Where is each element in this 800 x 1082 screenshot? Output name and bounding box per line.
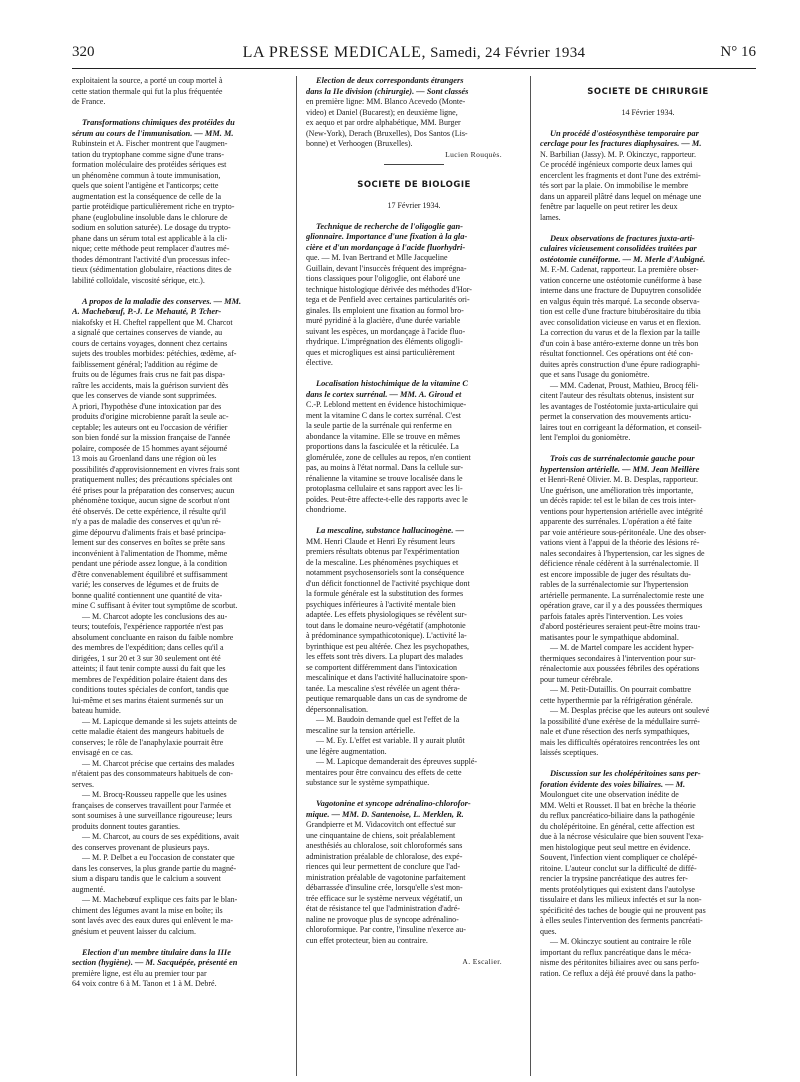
section-heading: SOCIÉTÉ DE BIOLOGIE xyxy=(357,179,471,190)
text-line: lent l'emploi du goniomètre. xyxy=(540,433,631,442)
text-line: thermiques secondaires à l'intervention pour sur- xyxy=(540,653,696,663)
paragraph-gap xyxy=(540,76,756,87)
text-line: quels que soient l'antigène et l'anticorps; cette xyxy=(72,181,219,190)
text-line: dirigées, 1 sur 20 et 3 sur 30 seulement ont été xyxy=(72,653,221,663)
text-line: augmenté. xyxy=(72,884,106,894)
text-line: un décès rapide: tel est le bilan de ces trois inter- xyxy=(540,496,696,505)
paragraph-gap xyxy=(306,789,522,800)
text-line: La correction du varus et de la flexion par la taille xyxy=(540,328,700,337)
text-line: adaptée. Les effets physiologiques se révèlent sur- xyxy=(306,610,467,619)
paragraph-gap xyxy=(72,286,288,297)
text-line: niakofsky et H. Cheftel rappellent que M. Charcot xyxy=(72,317,233,327)
text-line: chiment des légumes avant la mise en boîte; ils xyxy=(72,905,223,915)
text-line: que. — M. Ivan Bertrand et Mlle Jacqueline xyxy=(306,253,448,262)
text-line: muré pyridiné à la glacière, d'une durée variable xyxy=(306,316,461,325)
text-line: ventions pour hypertension artérielle avec intégrité xyxy=(540,506,703,516)
text-line: cours de certains voyages, donnent chez certains xyxy=(72,338,228,348)
text-line: — M. Machebœuf explique ces faits par le blan- xyxy=(82,895,238,904)
text-line: riences qui leur permettent de conclure que l'ad- xyxy=(306,862,461,871)
text-line: 13 mois au Groenland dans une région où les xyxy=(72,454,217,463)
text-line: substance sur le système sympathique. xyxy=(306,778,430,787)
text-line: laires tout en corrigeant la déformation, et conseil- xyxy=(540,422,702,432)
text-line: et Henri-René Olivier. M. B. Desplas, rapporteur. xyxy=(540,475,698,484)
text-line: bonne) et Verhoogen (Bruxelles). xyxy=(306,139,413,148)
article-title-line: La mescaline, substance hallucinogène. — xyxy=(316,526,464,535)
section-date: 14 Février 1934. xyxy=(621,107,675,117)
text-line: la possibilité d'une exérèse de la médullaire surré- xyxy=(540,716,700,726)
text-line: produits d'origine microbienne paraît la seule ac- xyxy=(72,412,229,421)
text-line: fenêtre par laquelle on peut retirer les deux xyxy=(540,202,678,211)
text-line: lames. xyxy=(540,212,561,222)
article-title-line: Vagotonine et syncope adrénalino-chlorofor- xyxy=(316,799,471,808)
article-title-line: section (hygiène). — M. Sacquépée, présenté en xyxy=(72,958,238,967)
text-line: — M. Desplas précise que les auteurs ont soulevé xyxy=(550,706,710,715)
text-line: cun effet protecteur, bien au contraire. xyxy=(306,935,428,945)
text-line: sont lavés avec des eaux dures qui enlèvent le ma- xyxy=(72,916,234,925)
text-line: 64 voix contre 6 à M. Tanon et 1 à M. Debré. xyxy=(72,979,217,988)
text-line: d'un déficit fonctionnel de l'activité psychique dont xyxy=(306,578,470,588)
text-line: tout dans le domaine neuro-végétatif (amphotonie xyxy=(306,620,466,630)
paragraph-gap xyxy=(540,444,756,455)
text-line: phane (euglobuline insoluble dans le chlorure de xyxy=(72,212,228,222)
text-line: avec consolidation vicieuse en varus et en flexion. xyxy=(540,317,701,327)
text-line: — M. Okinczyc soutient au contraire le rôle xyxy=(550,937,692,946)
text-line: Moulonguet cite une observation inédite de xyxy=(540,790,679,799)
article-title-line: Election de deux correspondants étrangers xyxy=(316,76,464,85)
text-line: interne dans une fracture de Dupuytren consolidée xyxy=(540,286,702,295)
text-line: sont soumises à une surveillance rigoureuse; leurs xyxy=(72,811,232,820)
text-line: polaire, composée de 15 hommes ayant séjourné xyxy=(72,443,228,453)
text-line: C.-P. Leblond mettent en évidence histochimique- xyxy=(306,400,467,409)
text-line: anesthésiés au chloralose, soit chloroformés sans xyxy=(306,841,463,850)
text-line: ritoine. L'auteur conclut sur la difficulté de diffé- xyxy=(540,863,697,873)
text-line: — M. Brocq-Rousseu rappelle que les usines xyxy=(82,790,227,799)
text-line: premiers résultats obtenus par l'expérimentation xyxy=(306,547,460,556)
text-line: ration. Ce reflux a déjà été prouvé dans la patho- xyxy=(540,968,696,978)
article-title-line: mique. — MM. D. Santenoise, L. Merklen, R. xyxy=(306,809,464,819)
article-title-line: A propos de la maladie des conserves. — MM. xyxy=(82,296,242,306)
text-line: que et sans l'usage du goniomètre. xyxy=(540,370,650,379)
column-3 xyxy=(540,76,756,979)
text-line: conserves; le rôle de l'anaphylaxie pourrait être xyxy=(72,737,224,747)
text-line: — MM. Cadenat, Proust, Mathieu, Brocq féli- xyxy=(550,380,699,390)
page-header xyxy=(72,44,756,68)
paragraph-gap xyxy=(540,118,756,129)
paragraph-gap xyxy=(540,759,756,770)
text-line: été prises pour la préparation des conserves; aucun xyxy=(72,485,235,495)
text-line: état de résistance tel que l'administration d'adré- xyxy=(306,904,460,913)
text-line: phane dans un sérum total est applicable à la cli- xyxy=(72,233,228,243)
text-line: — M. Lapicque demande si les sujets atteints de xyxy=(82,716,237,726)
text-line: tés sort par la plaie. On immobilise le membre xyxy=(540,181,689,190)
text-line: françaises de conserves travaillent pour l'armée et xyxy=(72,800,232,810)
section-date: 17 Février 1934. xyxy=(387,200,441,210)
text-line: d'être convenablement équilibré et suffisamment xyxy=(72,569,228,579)
text-line: a signalé que certaines conserves de viande, au xyxy=(72,328,223,337)
text-line: due à la nécrose vésiculaire que bien souvent l'exa- xyxy=(540,832,704,841)
text-line: rables de la surrénalectomie sur l'hypertension xyxy=(540,580,689,589)
text-line: glomérulée, zone de cellules au repos, n'en contient xyxy=(306,452,471,462)
article-title-line: Election d'un membre titulaire dans la IIIe xyxy=(82,947,231,957)
text-line: varié; les conserves de légumes et de fruits de xyxy=(72,580,219,589)
text-line: — M. Charcot adopte les conclusions des au- xyxy=(82,611,228,621)
article-title-line: Discussion sur les cholépéritoines sans per- xyxy=(550,769,701,778)
text-line: — M. P. Delbet a eu l'occasion de constater que xyxy=(82,853,235,862)
text-line: la seule partie de la surrénale qui renferme en xyxy=(306,421,452,430)
text-line: proportions dans la fasciculée et la réticulée. La xyxy=(306,442,459,451)
text-line: cette hyperthermie par la réfrigération générale. xyxy=(540,695,693,705)
article-title-line: sérum au cours de l'immunisation. — MM. M. xyxy=(72,128,234,138)
text-line: ques et microgliques est ainsi particulièrement xyxy=(306,347,455,357)
text-line: — M. Baudoin demande quel est l'effet de la xyxy=(316,715,460,724)
text-line: M. F.-M. Cadenat, rapporteur. La première obser- xyxy=(540,265,699,274)
text-line: thodes démontrant l'activité d'un processus infec- xyxy=(72,254,230,264)
text-line: sodium en solution saturée). Le dosage du trypto- xyxy=(72,223,231,232)
section-heading: SOCIÉTÉ DE CHIRURGIE xyxy=(587,86,709,97)
article-title-line: cière et d'un mordançage à l'acide fluorhydri- xyxy=(306,242,466,252)
column-1 xyxy=(72,76,288,990)
article-title-line: cerclage pour les fractures diaphysaires. — M. xyxy=(540,139,702,148)
text-line: bonne qualité contiennent une quantité de vita- xyxy=(72,590,223,600)
paragraph-gap xyxy=(306,211,522,222)
text-line: Ce procédé ingénieux comporte deux lames qui xyxy=(540,160,693,169)
text-line: byrinthique est peu altérée. Chez les psychopathes, xyxy=(306,641,470,651)
text-line: dans un appareil plâtré dans lequel on ménage une xyxy=(540,191,702,201)
text-line: ques. xyxy=(540,926,557,936)
text-line: première ligne, est élu au premier tour par xyxy=(72,968,207,978)
text-line: que les conserves de viande sont supprimées. xyxy=(72,391,217,400)
text-line: nale et d'une résection des nerfs sympathiques, xyxy=(540,727,690,736)
text-line: A priori, l'hypothèse d'une intoxication par des xyxy=(72,401,222,411)
text-line: dans les conserves, la plus grande partie du magné- xyxy=(72,863,237,873)
paragraph-gap xyxy=(306,516,522,527)
text-line: Une guérison, une amélioration très importante, xyxy=(540,485,694,495)
text-line: duites après construction d'une épure radiographi- xyxy=(540,359,700,369)
text-line: peutique remarquable dans un cas de syndrome de xyxy=(306,694,468,703)
text-line: élective. xyxy=(306,358,333,367)
text-line: notamment psychosensoriels sont la conséquence xyxy=(306,568,465,577)
paragraph-gap xyxy=(540,97,756,108)
text-line: une légère augmentation. xyxy=(306,746,387,756)
paragraph-gap xyxy=(72,937,288,948)
article-title-line: hypertension artérielle. — MM. Jean Meillère xyxy=(540,464,700,474)
text-line: chondriome. xyxy=(306,505,347,514)
text-line: video) et Daniel (Bucarest); en deuxième ligne, xyxy=(306,107,458,117)
column-separator xyxy=(530,76,531,1076)
text-line: permet la conservation des mouvements articu- xyxy=(540,412,692,421)
text-line: administration préalable de chloralose, des expé- xyxy=(306,851,463,861)
text-line: raître les accidents, mais la guérison survient dès xyxy=(72,380,229,390)
text-line: de France. xyxy=(72,97,106,106)
text-line: membres de l'expédition polaire étaient dans des xyxy=(72,674,228,684)
text-line: conditions toutes spéciales de confort, tandis que xyxy=(72,685,229,694)
text-line: en valgus équin très marqué. La seconde observa- xyxy=(540,296,700,306)
paragraph-gap xyxy=(540,223,756,234)
author-signature: A. Escalier. xyxy=(462,956,502,966)
text-line: à prédominance sympathicotonique). L'activité la- xyxy=(306,631,467,640)
text-line: ment la vitamine C dans le cortex surrénal. C'est xyxy=(306,410,461,420)
text-line: — M. de Martel compare les accident hyper- xyxy=(550,643,694,652)
text-line: mine C suffisant à éviter tout symptôme de scorbut. xyxy=(72,601,238,610)
text-line: du cholépéritoine. En général, cette affection est xyxy=(540,821,695,831)
text-line: lement sur des conserves en boîtes se prête sans xyxy=(72,538,225,547)
text-line: trée efficace sur le système nerveux végétatif, un xyxy=(306,893,463,903)
article-title-line: Un procédé d'ostéosynthèse temporaire par xyxy=(550,128,699,138)
text-line: ments protéolytiques qui existent dans l'autolyse xyxy=(540,884,695,894)
text-line: nisme des péritonites biliaires avec ou sans perfo- xyxy=(540,958,700,967)
text-line: tion est celle d'une fracture bitubérositaire du tibia xyxy=(540,307,701,316)
article-title-line: Localisation histochimique de la vitamine C xyxy=(316,379,468,388)
text-line: Souvent, l'infection vient compliquer ce cholépé- xyxy=(540,853,698,862)
page-number: 320 xyxy=(72,44,95,60)
text-line: dépersonnalisation. xyxy=(306,704,368,714)
text-line: d'un coin à base antéro-externe donne un très bon xyxy=(540,338,699,348)
text-line: labilité colloïdale, viscosité sérique, etc.). xyxy=(72,275,205,285)
text-line: technique histologique dérivée des méthodes d'Hor- xyxy=(306,284,472,294)
article-title-line: Trois cas de surrénalectomie gauche pour xyxy=(550,454,695,463)
text-line: rénalectomie aux poussées fébriles des opérations xyxy=(540,664,700,673)
column-2 xyxy=(306,76,522,967)
journal-name: LA PRESSE MEDICALE, xyxy=(242,44,427,61)
article-title-line: ostéotomie cunéiforme. — M. Merle d'Aubigné. xyxy=(540,254,706,264)
header-rule xyxy=(72,68,756,69)
text-line: les effets sont très divers. La plupart des malades xyxy=(306,652,463,661)
text-line: atteints; il faut tenir compte aussi du fait que les xyxy=(72,664,226,673)
author-signature: Lucien Rouquès. xyxy=(445,149,502,159)
text-line: parfois fatales après l'intervention. Les voies xyxy=(540,611,683,621)
text-line: — M. Ey. L'effet est variable. Il y aurait plutôt xyxy=(316,736,465,745)
text-line: MM. Henri Claude et Henri Ey résument leurs xyxy=(306,536,455,546)
text-line: par voie antérieure sous-péritonéale. Une des obser- xyxy=(540,527,707,537)
text-line: est encore impossible de juger des résultats du- xyxy=(540,569,691,579)
text-line: son bien fondé sur la mission française de l'année xyxy=(72,433,231,442)
text-line: exploitaient la source, a porté un coup mortel à xyxy=(72,76,223,85)
text-line: un phénomène commun à toute immunisation, xyxy=(72,170,221,180)
text-line: laissés sceptiques. xyxy=(540,748,599,757)
text-line: pour tumeur cérébrale. xyxy=(540,674,613,684)
text-line: protoplasma cellulaire et sans rapport avec les li- xyxy=(306,484,463,493)
article-title-line: dans la IIe division (chirurgie). — Sont classés xyxy=(306,86,469,96)
text-line: ex aequo et par ordre alphabétique, MM. Burger xyxy=(306,118,461,127)
text-line: pas, au moins à l'état normal. Dans la cellule sur- xyxy=(306,463,464,472)
text-line: lui-même et ses marins étaient surmenés sur un xyxy=(72,695,224,705)
text-line: se comportent différemment dans l'intoxication xyxy=(306,662,458,672)
text-line: des conserves provenant de plusieurs pays. xyxy=(72,842,210,852)
text-line: chloroformique. Par contre, l'insuline n'exerce au- xyxy=(306,925,466,934)
text-line: rencier la trypsine pancréatique des autres fer- xyxy=(540,874,688,883)
text-line: artérielle permanente. La surrénalectomie reste une xyxy=(540,590,704,600)
text-line: pratiquement nulles; des précautions spéciales ont xyxy=(72,475,233,484)
paragraph-gap xyxy=(306,169,522,180)
paragraph-gap xyxy=(306,190,522,201)
text-line: N. Barbilian (Jassy). M. P. Okinczyc, rapporteur. xyxy=(540,149,696,159)
text-line: envisagé en ce cas. xyxy=(72,748,133,757)
text-line: Grandpierre et M. Vidacovitch ont effectué sur xyxy=(306,820,456,829)
text-line: gnésium et peuvent laisser du calcium. xyxy=(72,926,196,936)
text-line: — M. Charcot, au cours de ses expéditions, avait xyxy=(82,832,240,841)
text-line: pendant une période assez longue, à la condition xyxy=(72,559,228,568)
text-line: produits donnent toutes garanties. xyxy=(72,821,180,831)
text-line: mentaires pour être convaincu des effets de cette xyxy=(306,767,462,777)
article-title-line: dans le cortex surrénal. — MM. A. Giroud et xyxy=(306,389,462,399)
article-title-line: Technique de recherche de l'oligoglie gan- xyxy=(316,221,463,231)
text-line: cette maladie étaient des mangeurs habituels de xyxy=(72,727,224,736)
article-title-line: Deux observations de fractures juxta-arti- xyxy=(550,233,695,243)
text-line: — M. Charcot précise que certains des malades xyxy=(82,758,235,768)
text-line: serves. xyxy=(72,779,94,789)
issue-date: Samedi, 24 Février 1934 xyxy=(430,45,586,61)
text-line: tanée. La mescaline s'est révélée un agent théra- xyxy=(306,683,460,693)
text-line: bateau humide. xyxy=(72,706,121,715)
paragraph-gap xyxy=(72,108,288,119)
article-title-line: glionnaire. Importance d'une fixation à la gla- xyxy=(306,232,468,241)
text-line: phénomène toxique, aucun signe de scorbut n'ont xyxy=(72,496,230,505)
text-line: ginales. Ils emploient une fixation au formol bro- xyxy=(306,305,464,315)
text-line: naline ne provoque plus de syncope adrénalino- xyxy=(306,914,459,924)
text-line: été observés. De cette expérience, il résulte qu'il xyxy=(72,506,227,516)
text-line: partie protéidique particulièrement riche en trypto- xyxy=(72,202,235,211)
text-line: cette station thermale qui fut la plus fréquentée xyxy=(72,86,223,96)
text-line: vation concerne une ostéotomie cunéiforme à base xyxy=(540,275,702,285)
text-line: des membres de l'expédition; dans celles qu'il a xyxy=(72,643,224,652)
text-line: spécificité des taches de bougie qui ne prouvent pas xyxy=(540,905,706,915)
text-line: sium a disparu tandis que le calcium a souvent xyxy=(72,874,221,883)
text-line: suivant les espèces, un mordançage à l'acide fluo- xyxy=(306,326,466,336)
text-line: possibilités d'approvisionnement en vivres frais sont xyxy=(72,464,240,474)
text-line: déficience rénale cédèrent à la surrénalectomie. Il xyxy=(540,559,699,568)
text-line: MM. Welti et Rousset. Il bat en brèche la théorie xyxy=(540,800,696,810)
text-line: — M. Lapicque demanderait des épreuves supplé- xyxy=(316,757,478,766)
text-line: matisantes pour le sympathique abdominal. xyxy=(540,632,679,642)
article-title-line: foration évidente des voies biliaires. — M. xyxy=(540,779,686,789)
text-line: inconvénient à l'alimentation de l'homme, même xyxy=(72,548,228,558)
text-line: tieux (sédimentation globulaire, réactions dites de xyxy=(72,265,232,274)
text-line: n'étaient pas des consommateurs habituels de con- xyxy=(72,769,233,778)
text-line: d'abord postérieures seraient peut-être moins trau- xyxy=(540,622,701,631)
text-line: du reflux pancréatico-biliaire dans la pathogénie xyxy=(540,811,695,820)
column-separator xyxy=(296,76,297,1076)
text-line: n'y a pas de maladie des conserves et qu'un ré- xyxy=(72,517,221,526)
text-line: les avantages de l'ostéotomie juxta-articulaire qui xyxy=(540,401,699,411)
text-line: de la mescaline. Les phénomènes psychiques et xyxy=(306,557,459,567)
text-line: tation du tryptophane comme signe d'une trans- xyxy=(72,149,225,159)
text-line: résultat fonctionnel. Ces opérations ont été con- xyxy=(540,349,694,358)
text-line: ministration préalable de vagotonine parfaitement xyxy=(306,872,466,882)
text-line: important du reflux pancréatique dans le méca- xyxy=(540,947,692,957)
text-line: psychiques inférieures à l'activité mentale bien xyxy=(306,599,456,609)
text-line: rénalienne la vitamine se trouve localisée dans le xyxy=(306,473,463,483)
text-line: citent l'auteur des résultats obtenus, insistent sur xyxy=(540,391,695,400)
text-line: mais les difficultés opératoires rencontrées les ont xyxy=(540,737,700,747)
text-line: augmentation est la conséquence de celle de la xyxy=(72,191,222,201)
section-rule xyxy=(384,164,444,165)
text-line: encerclent les fragments et dont l'une des extrémi- xyxy=(540,170,701,180)
text-line: à elles seules l'intervention des ferments pancréati- xyxy=(540,916,703,925)
text-line: rhydrique. L'imprégnation des éléments oligogli- xyxy=(306,337,463,346)
text-line: apparente des surrénales. L'opération a été faite xyxy=(540,517,692,526)
text-line: opération grave, car il y a des poussées thermiques xyxy=(540,601,703,610)
text-line: Guillain, devant l'insuccès fréquent des imprégna- xyxy=(306,263,467,273)
running-title xyxy=(72,44,756,62)
text-line: vations vient à l'appui de la théorie des lésions ré- xyxy=(540,538,700,547)
issue-number: N° 16 xyxy=(720,44,756,60)
text-line: sujets des troubles morbides: pétéchies, œdème, af- xyxy=(72,349,237,358)
text-line: abondance la vitamine. Elle se trouve en mêmes xyxy=(306,431,461,441)
text-line: (New-York), Derach (Bruxelles), Dos Santos (Lis- xyxy=(306,128,468,138)
text-line: tions classiques pour l'oligoglie, ont élaboré une xyxy=(306,274,461,283)
text-line: gime dépourvu d'aliments frais et basé principa- xyxy=(72,527,226,537)
paragraph-gap xyxy=(306,946,522,957)
text-line: tega et de Penfield avec certaines particularités ori- xyxy=(306,295,470,304)
text-line: formation moléculaire des protéides sériques est xyxy=(72,160,227,169)
text-line: la formule générale est la substitution des formes xyxy=(306,589,464,598)
text-line: ceptable; les auteurs ont eu l'occasion de vérifier xyxy=(72,422,228,432)
article-title-line: Transformations chimiques des protéides du xyxy=(82,118,235,127)
article-title-line: A. Machebœuf, P.-J. Le Mehauté, P. Tcher- xyxy=(72,307,222,316)
text-line: teurs; toutefois, l'expérience rapportée n'est pas xyxy=(72,622,224,631)
text-line: une cinquantaine de chiens, soit préalablement xyxy=(306,830,456,840)
article-title-line: culaires vicieusement consolidées traitées par xyxy=(540,244,697,253)
text-line: faiblissement général; l'addition au régime de xyxy=(72,359,218,369)
text-line: débarrassée d'insuline crée, lorsqu'elle s'est mon- xyxy=(306,883,463,892)
text-line: Rubinstein et A. Fischer montrent que l'augmen- xyxy=(72,139,228,148)
text-line: nique; cette méthode peut remplacer d'autres mé- xyxy=(72,244,230,253)
text-line: mescaline sur la tension artérielle. xyxy=(306,725,416,735)
paragraph-gap xyxy=(306,369,522,380)
text-line: — M. Petit-Dutaillis. On pourrait combattre xyxy=(550,685,692,694)
text-line: nales secondaires à l'hypertension, car les signes de xyxy=(540,548,705,558)
text-line: absolument concluante en raison du faible nombre xyxy=(72,632,234,642)
text-line: mescalinique et dans l'activité hallucinatoire spon- xyxy=(306,673,468,682)
text-line: tissulaire et dans les milieux infectés et sur la non- xyxy=(540,895,702,904)
text-line: poïdes. Peut-être affecte-t-elle des rapports avec le xyxy=(306,494,468,504)
text-line: men histologique peut seul mettre en évidence. xyxy=(540,842,691,852)
text-line: en première ligne: MM. Blanco Acevedo (Monte- xyxy=(306,97,466,106)
text-line: fruits ou de légumes frais crus ne fait pas dispa- xyxy=(72,370,226,379)
